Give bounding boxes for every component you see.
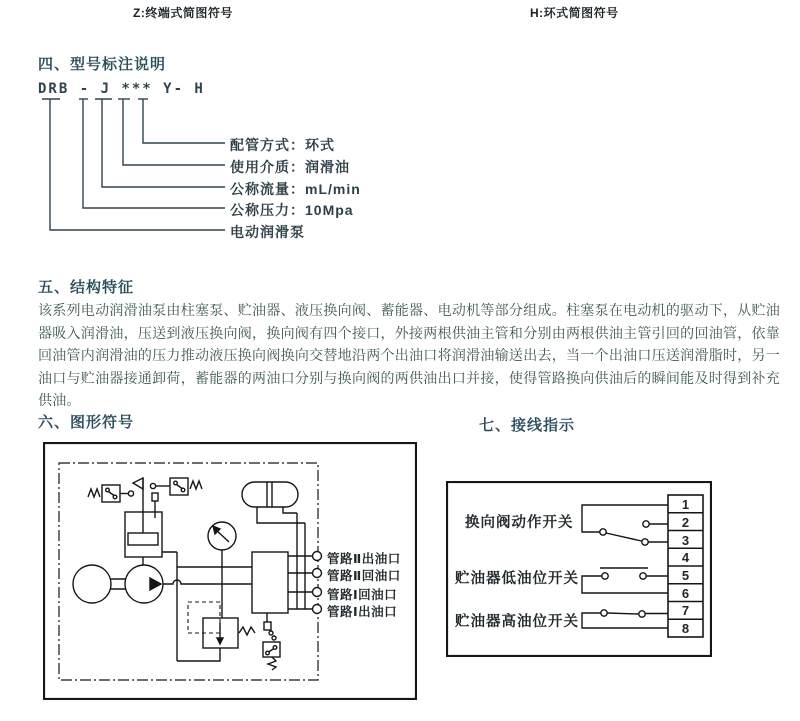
directional-valve-icon bbox=[252, 552, 288, 613]
structure-paragraph: 该系列电动润滑油泵由柱塞泵、贮油器、液压换向阀、蓄能器、电动机等部分组成。柱塞泵在电动机的驱动下，从贮油器吸入润滑油，压送到液压换向阀，换向阀有四个接口，外接两根供油主管和分别由两根供油主管引回的回油管，依靠回油管内润滑油的压力推动液压换向阀换向交替地沿两个出油口将润滑油输送出去，当一个出油口压送润滑脂时，另一油口与贮油器接通卸荷，蓄能器的两油口分别与换向阀的两供油出口并接，使得管路换向供油后的瞬间能及时得到补充供油。 bbox=[38, 302, 780, 408]
label-high-level-switch: 贮油器高油位开关 bbox=[455, 614, 579, 630]
terminal-8: 8 bbox=[681, 621, 690, 636]
model-label-flow: 公称流量：mL/min bbox=[230, 181, 361, 197]
switch-high-level bbox=[582, 610, 668, 628]
accumulator-rails bbox=[297, 513, 305, 609]
model-designation-diagram bbox=[30, 78, 450, 243]
label-low-level-switch: 贮油器低油位开关 bbox=[455, 571, 579, 587]
model-label-pressure: 公称压力：10Mpa bbox=[230, 202, 354, 218]
port-stub-lines bbox=[288, 556, 312, 609]
port-label-line2-out: 管路Ⅱ出油口 bbox=[327, 552, 401, 566]
pressure-gauge-icon bbox=[208, 522, 236, 618]
label-reversing-valve-switch: 换向阀动作开关 bbox=[465, 515, 574, 531]
port-label-line1-return: 管路Ⅰ回油口 bbox=[327, 588, 398, 602]
hydraulic-schematic bbox=[43, 442, 417, 700]
motor-pump-icon bbox=[73, 557, 163, 603]
terminal-5: 5 bbox=[681, 568, 690, 583]
switch-low-level bbox=[582, 568, 668, 593]
return-loop-line bbox=[162, 552, 177, 661]
striker-flag-icon bbox=[133, 478, 158, 533]
model-code: DRB - J *** Y- H bbox=[38, 81, 205, 97]
terminal-2: 2 bbox=[681, 514, 690, 530]
caption-ring-type: H:环式简图符号 bbox=[530, 6, 619, 20]
model-label-piping: 配管方式：环式 bbox=[230, 137, 335, 153]
model-label-pump: 电动润滑泵 bbox=[230, 224, 305, 240]
terminal-7: 7 bbox=[681, 603, 690, 618]
caption-terminal-type: Z:终端式简图符号 bbox=[133, 6, 233, 20]
switch-reversing-valve bbox=[582, 505, 668, 545]
section-title-structure: 五、结构特征 bbox=[38, 279, 135, 296]
model-label-medium: 使用介质：润滑油 bbox=[230, 159, 350, 175]
terminal-3: 3 bbox=[681, 532, 690, 548]
accumulator-icon bbox=[242, 482, 305, 523]
terminal-4: 4 bbox=[681, 550, 690, 565]
section-title-graphic-symbol: 六、图形符号 bbox=[38, 414, 135, 431]
port-label-line2-return: 管路Ⅱ回油口 bbox=[327, 569, 401, 583]
limit-switch-left-icon bbox=[88, 485, 134, 502]
port-label-line1-out: 管路Ⅰ出油口 bbox=[327, 605, 398, 619]
section-title-wiring: 七、接线指示 bbox=[479, 417, 576, 434]
section-title-model-designation: 四、型号标注说明 bbox=[38, 56, 167, 73]
pressure-switch-icon bbox=[263, 613, 280, 670]
terminal-6: 6 bbox=[681, 585, 690, 601]
terminal-1: 1 bbox=[681, 497, 690, 512]
port-circles bbox=[313, 552, 322, 614]
wiring-diagram bbox=[446, 481, 712, 657]
relief-valve-icon bbox=[177, 602, 255, 661]
